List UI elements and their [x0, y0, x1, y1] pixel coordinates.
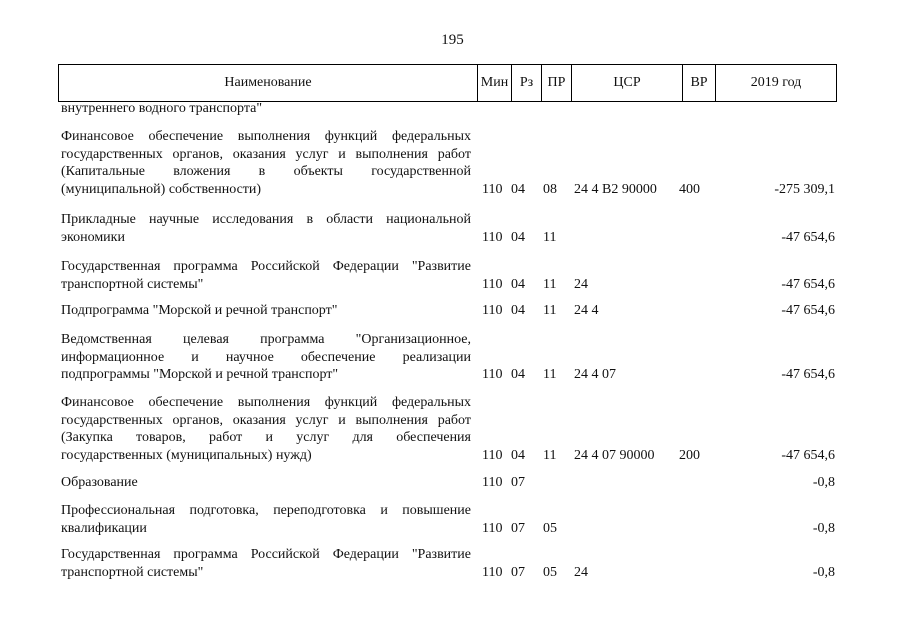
row-name: [61, 502, 471, 537]
row-name: [61, 258, 471, 293]
row-pr: 05: [543, 520, 557, 536]
row-name: [61, 546, 471, 581]
row-pr: 11: [543, 367, 557, 382]
row-name-line: транспортной системы": [61, 564, 204, 580]
row-min: 110: [482, 520, 503, 536]
row-rz: 04: [511, 229, 525, 245]
row-csr: 24 4 07: [574, 367, 616, 382]
table-header: [58, 64, 837, 102]
row-name-line: Государственная программа Российской Федерации "Развитие: [61, 259, 471, 274]
row-rz: 07: [511, 520, 525, 536]
row-name-line: государственных органов, оказания услуг и выполнения работ: [61, 412, 471, 428]
row-csr: 24 4 07 90000: [574, 447, 655, 463]
row-rz: 07: [511, 475, 525, 490]
row-rz: 04: [511, 276, 525, 292]
row-min: 110: [482, 447, 503, 463]
row-min: 110: [482, 303, 503, 318]
row-min: 110: [482, 564, 503, 580]
row-name-line: Финансовое обеспечение выполнения функций федеральных: [61, 129, 471, 144]
row-name-line: Ведомственная целевая программа "Организационное,: [61, 332, 471, 347]
row-pr: 11: [543, 276, 557, 292]
row-name-line: Профессиональная подготовка, переподготовка и повышение: [61, 503, 471, 518]
row-min: 110: [482, 181, 503, 197]
row-min: 110: [482, 229, 503, 245]
row-pr: 11: [543, 229, 557, 245]
header-name: Наименование: [224, 75, 312, 90]
row-name-line: внутреннего водного транспорта": [61, 101, 263, 116]
row-name-line: транспортной системы": [61, 276, 204, 292]
row-csr: 24 4 В2 90000: [574, 181, 657, 197]
row-vr: 200: [679, 447, 700, 463]
row-amount: -0,8: [812, 564, 835, 580]
row-name-line: информационное и научное обеспечение реализации: [61, 349, 471, 365]
row-name-line: экономики: [61, 229, 125, 245]
header-year: 2019 год: [715, 65, 836, 101]
row-rz: 04: [511, 181, 525, 197]
row-pr: 08: [543, 181, 557, 197]
row-rz: 04: [511, 367, 525, 382]
row-rz: 04: [511, 303, 525, 318]
row-name-line: Прикладные научные исследования в области национальной: [61, 212, 471, 227]
row-name-line: Государственная программа Российской Федерации "Развитие: [61, 547, 471, 562]
header-pr: ПР: [541, 65, 571, 101]
row-name: [61, 394, 471, 464]
row-csr: 24 4: [574, 303, 599, 318]
row-amount: -47 654,6: [781, 229, 835, 245]
row-name: [61, 211, 471, 246]
row-amount: -0,8: [812, 520, 835, 536]
row-pr: 11: [543, 447, 557, 463]
row-name: [61, 128, 471, 198]
row-name-line: (муниципальной) собственности): [61, 181, 262, 197]
row-amount: -47 654,6: [781, 276, 835, 292]
row-name-line: (Закупка товаров, работ и услуг для обеспечения: [61, 430, 471, 445]
row-name-line: подпрограммы "Морской и речной транспорт": [61, 367, 339, 382]
row-rz: 04: [511, 447, 525, 463]
row-name: [61, 302, 471, 320]
row-csr: 24: [574, 276, 588, 292]
row-amount: -47 654,6: [781, 303, 835, 318]
page-number: 195: [441, 32, 464, 48]
row-amount: -0,8: [812, 475, 835, 490]
row-name-line: (Капитальные вложения в объекты государственной: [61, 164, 471, 179]
row-rz: 07: [511, 564, 525, 580]
row-name: [61, 474, 471, 492]
row-min: 110: [482, 475, 503, 490]
row-name-line: квалификации: [61, 520, 147, 536]
row-name: [61, 100, 471, 118]
row-name-line: государственных (муниципальных) нужд): [61, 447, 312, 463]
row-name-line: Подпрограмма "Морской и речной транспорт": [61, 303, 338, 318]
header-rz: Рз: [511, 65, 541, 101]
row-min: 110: [482, 367, 503, 382]
header-min: Мин: [477, 65, 511, 101]
row-name: [61, 331, 471, 384]
header-vr: ВР: [682, 65, 715, 101]
header-csr: ЦСР: [571, 65, 682, 101]
row-pr: 11: [543, 303, 557, 318]
row-csr: 24: [574, 564, 588, 580]
row-vr: 400: [679, 181, 700, 197]
row-amount: -47 654,6: [781, 447, 835, 463]
row-name-line: Образование: [61, 475, 138, 490]
row-amount: -275 309,1: [774, 181, 835, 197]
row-pr: 05: [543, 564, 557, 580]
row-amount: -47 654,6: [781, 367, 835, 382]
row-name-line: государственных органов, оказания услуг и выполнения работ: [61, 146, 471, 162]
row-min: 110: [482, 276, 503, 292]
row-name-line: Финансовое обеспечение выполнения функций федеральных: [61, 395, 471, 410]
